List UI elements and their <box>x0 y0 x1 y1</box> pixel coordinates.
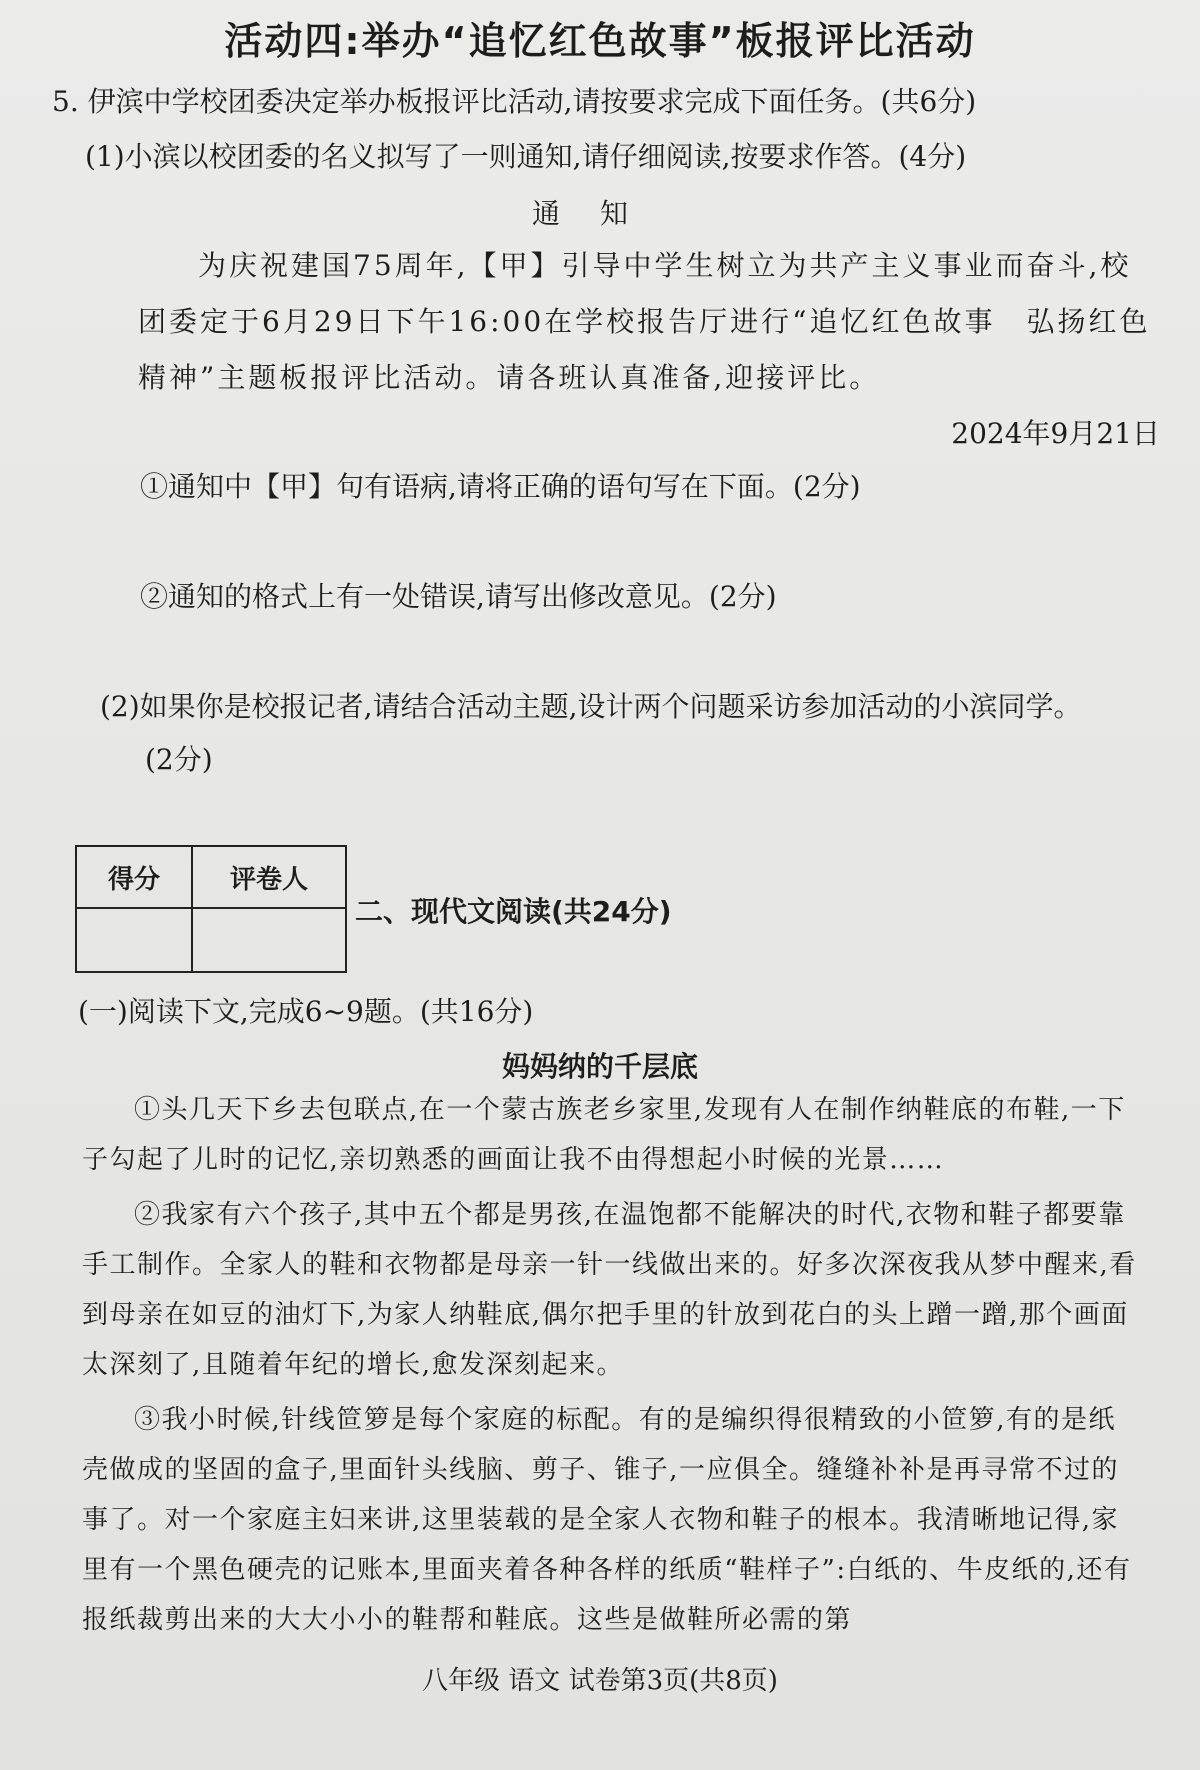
section-2-title: 二、现代文阅读(共24分) <box>355 895 672 928</box>
story-title: 妈妈纳的千层底 <box>501 1050 698 1083</box>
question-5-part-2: (2)如果你是校报记者,请结合活动主题,设计两个问题采访参加活动的小滨同学。 <box>100 690 1082 723</box>
reading-intro: (一)阅读下文,完成6~9题。(共16分) <box>78 995 534 1028</box>
activity-title: 活动四:举办“追忆红色故事”板报评比活动 <box>224 19 976 63</box>
sub-question-1: ①通知中【甲】句有语病,请将正确的语句写在下面。(2分) <box>140 470 861 503</box>
question-5-part-1: (1)小滨以校团委的名义拟写了一则通知,请仔细阅读,按要求作答。(4分) <box>85 140 967 173</box>
score-cell[interactable] <box>76 908 192 972</box>
story-paragraph-2: ②我家有六个孩子,其中五个都是男孩,在温饱都不能解决的时代,衣物和鞋子都要靠手工制作。全家人的鞋和衣物都是母亲一针一线做出来的。好多次深夜我从梦中醒来,看到母亲在如豆的油灯下,为家人纳鞋底,偶尔把手里的针放到花白的头上蹭一蹭,那个画面太深刻了,且随着年纪的增长,愈发深刻起来。 <box>82 1200 1137 1380</box>
story-paragraph-3: ③我小时候,针线笸箩是每个家庭的标配。有的是编织得很精致的小笸箩,有的是纸壳做成的坚固的盒子,里面针头线脑、剪子、锥子,一应俱全。缝缝补补是再寻常不过的事了。对一个家庭主妇来讲,这里装载的是全家人衣物和鞋子的根本。我清晰地记得,家里有一个黑色硬壳的记账本,里面夹着各种各样的纸质“鞋样子”:白纸的、牛皮纸的,还有报纸裁剪出来的大大小小的鞋帮和鞋底。这些是做鞋所必需的第 <box>82 1405 1132 1635</box>
notice-date: 2024年9月21日 <box>951 417 1160 450</box>
grader-cell[interactable] <box>192 908 346 972</box>
story-paragraph-1: ①头几天下乡去包联点,在一个蒙古族老乡家里,发现有人在制作纳鞋底的布鞋,一下子勾起了儿时的记忆,亲切熟悉的画面让我不由得想起小时候的光景…… <box>82 1095 1126 1175</box>
question-5-stem: 5. 伊滨中学校团委决定举办板报评比活动,请按要求完成下面任务。(共6分) <box>52 85 977 118</box>
score-header: 得分 <box>76 846 192 908</box>
page-footer: 八年级 语文 试卷第3页(共8页) <box>422 1666 778 1696</box>
score-table <box>75 845 347 973</box>
sub-question-2: ②通知的格式上有一处错误,请写出修改意见。(2分) <box>140 580 777 613</box>
notice-title: 通知 <box>531 197 668 230</box>
question-5-part-2-score: (2分) <box>145 743 213 776</box>
grader-header: 评卷人 <box>192 846 346 908</box>
notice-body: 为庆祝建国75周年,【甲】引导中学生树立为共产主义事业而奋斗,校团委定于6月29日下午16:00在学校报告厅进行“追忆红色故事 弘扬红色精神”主题板报评比活动。请各班认真准备,迎接评比。 <box>138 249 1151 394</box>
